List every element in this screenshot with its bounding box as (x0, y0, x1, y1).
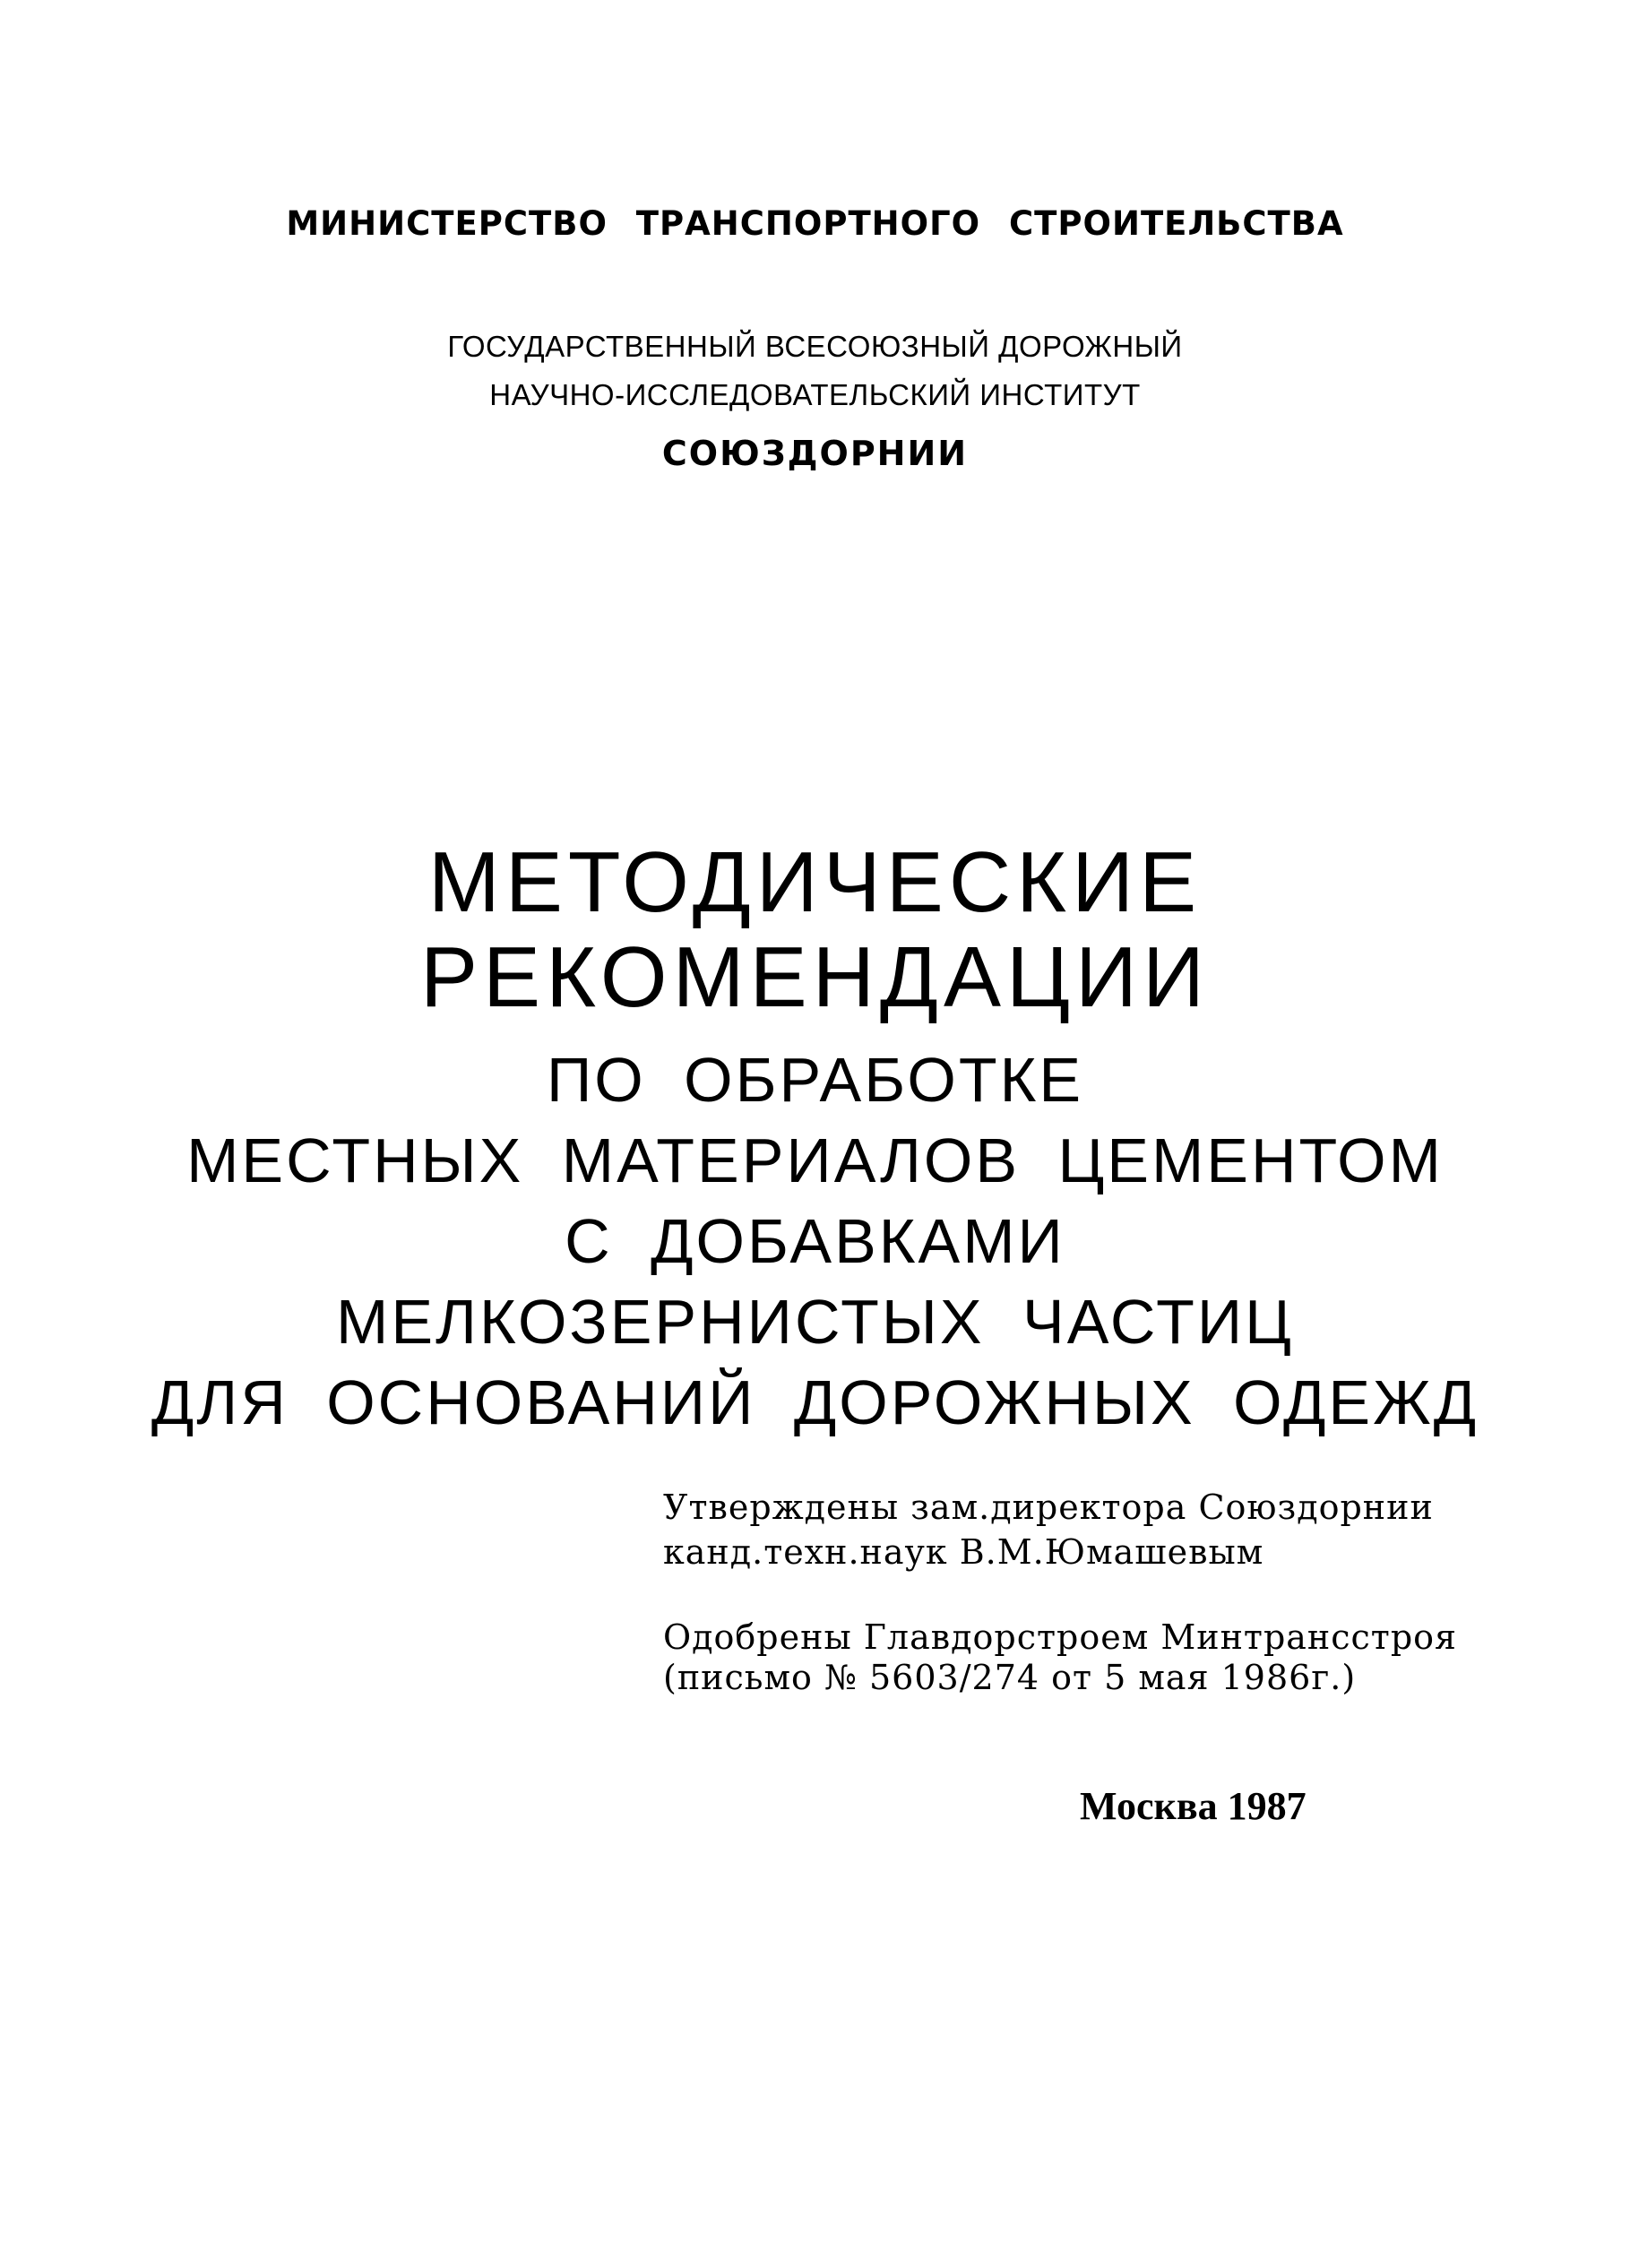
institute-name-line-2: НАУЧНО-ИССЛЕДОВАТЕЛЬСКИЙ ИНСТИТУТ (489, 378, 1141, 411)
document-title-line-1: МЕТОДИЧЕСКИЕ (427, 834, 1203, 930)
publication-place-year: Москва 1987 (1080, 1784, 1307, 1828)
document-title-line-2: РЕКОМЕНДАЦИИ (420, 929, 1210, 1025)
subtitle-line: ПО ОБРАБОТКЕ (546, 1045, 1084, 1115)
institute-name-line-1: ГОСУДАРСТВЕННЫЙ ВСЕСОЮЗНЫЙ ДОРОЖНЫЙ (447, 330, 1183, 363)
subtitle-line: ДЛЯ ОСНОВАНИЙ ДОРОЖНЫХ ОДЕЖД (151, 1367, 1479, 1437)
institute-abbreviation: СОЮЗДОРНИИ (661, 434, 969, 473)
subtitle-line: МЕСТНЫХ МАТЕРИАЛОВ ЦЕМЕНТОМ (186, 1125, 1444, 1195)
ministry-name: МИНИСТЕРСТВО ТРАНСПОРТНОГО СТРОИТЕЛЬСТВА (286, 204, 1344, 243)
approval-statement-line-2: канд.техн.наук В.М.Юмашевым (663, 1532, 1264, 1572)
subtitle-line: С ДОБАВКАМИ (565, 1206, 1065, 1276)
approval-statement-line-1: Утверждены зам.директора Союздорнии (663, 1488, 1434, 1527)
endorsement-statement-line-2: (письмо № 5603/274 от 5 мая 1986г.) (663, 1658, 1357, 1697)
subtitle-line: МЕЛКОЗЕРНИСТЫХ ЧАСТИЦ (336, 1287, 1294, 1357)
endorsement-statement-line-1: Одобрены Главдорстроем Минтрансстроя (663, 1617, 1458, 1657)
